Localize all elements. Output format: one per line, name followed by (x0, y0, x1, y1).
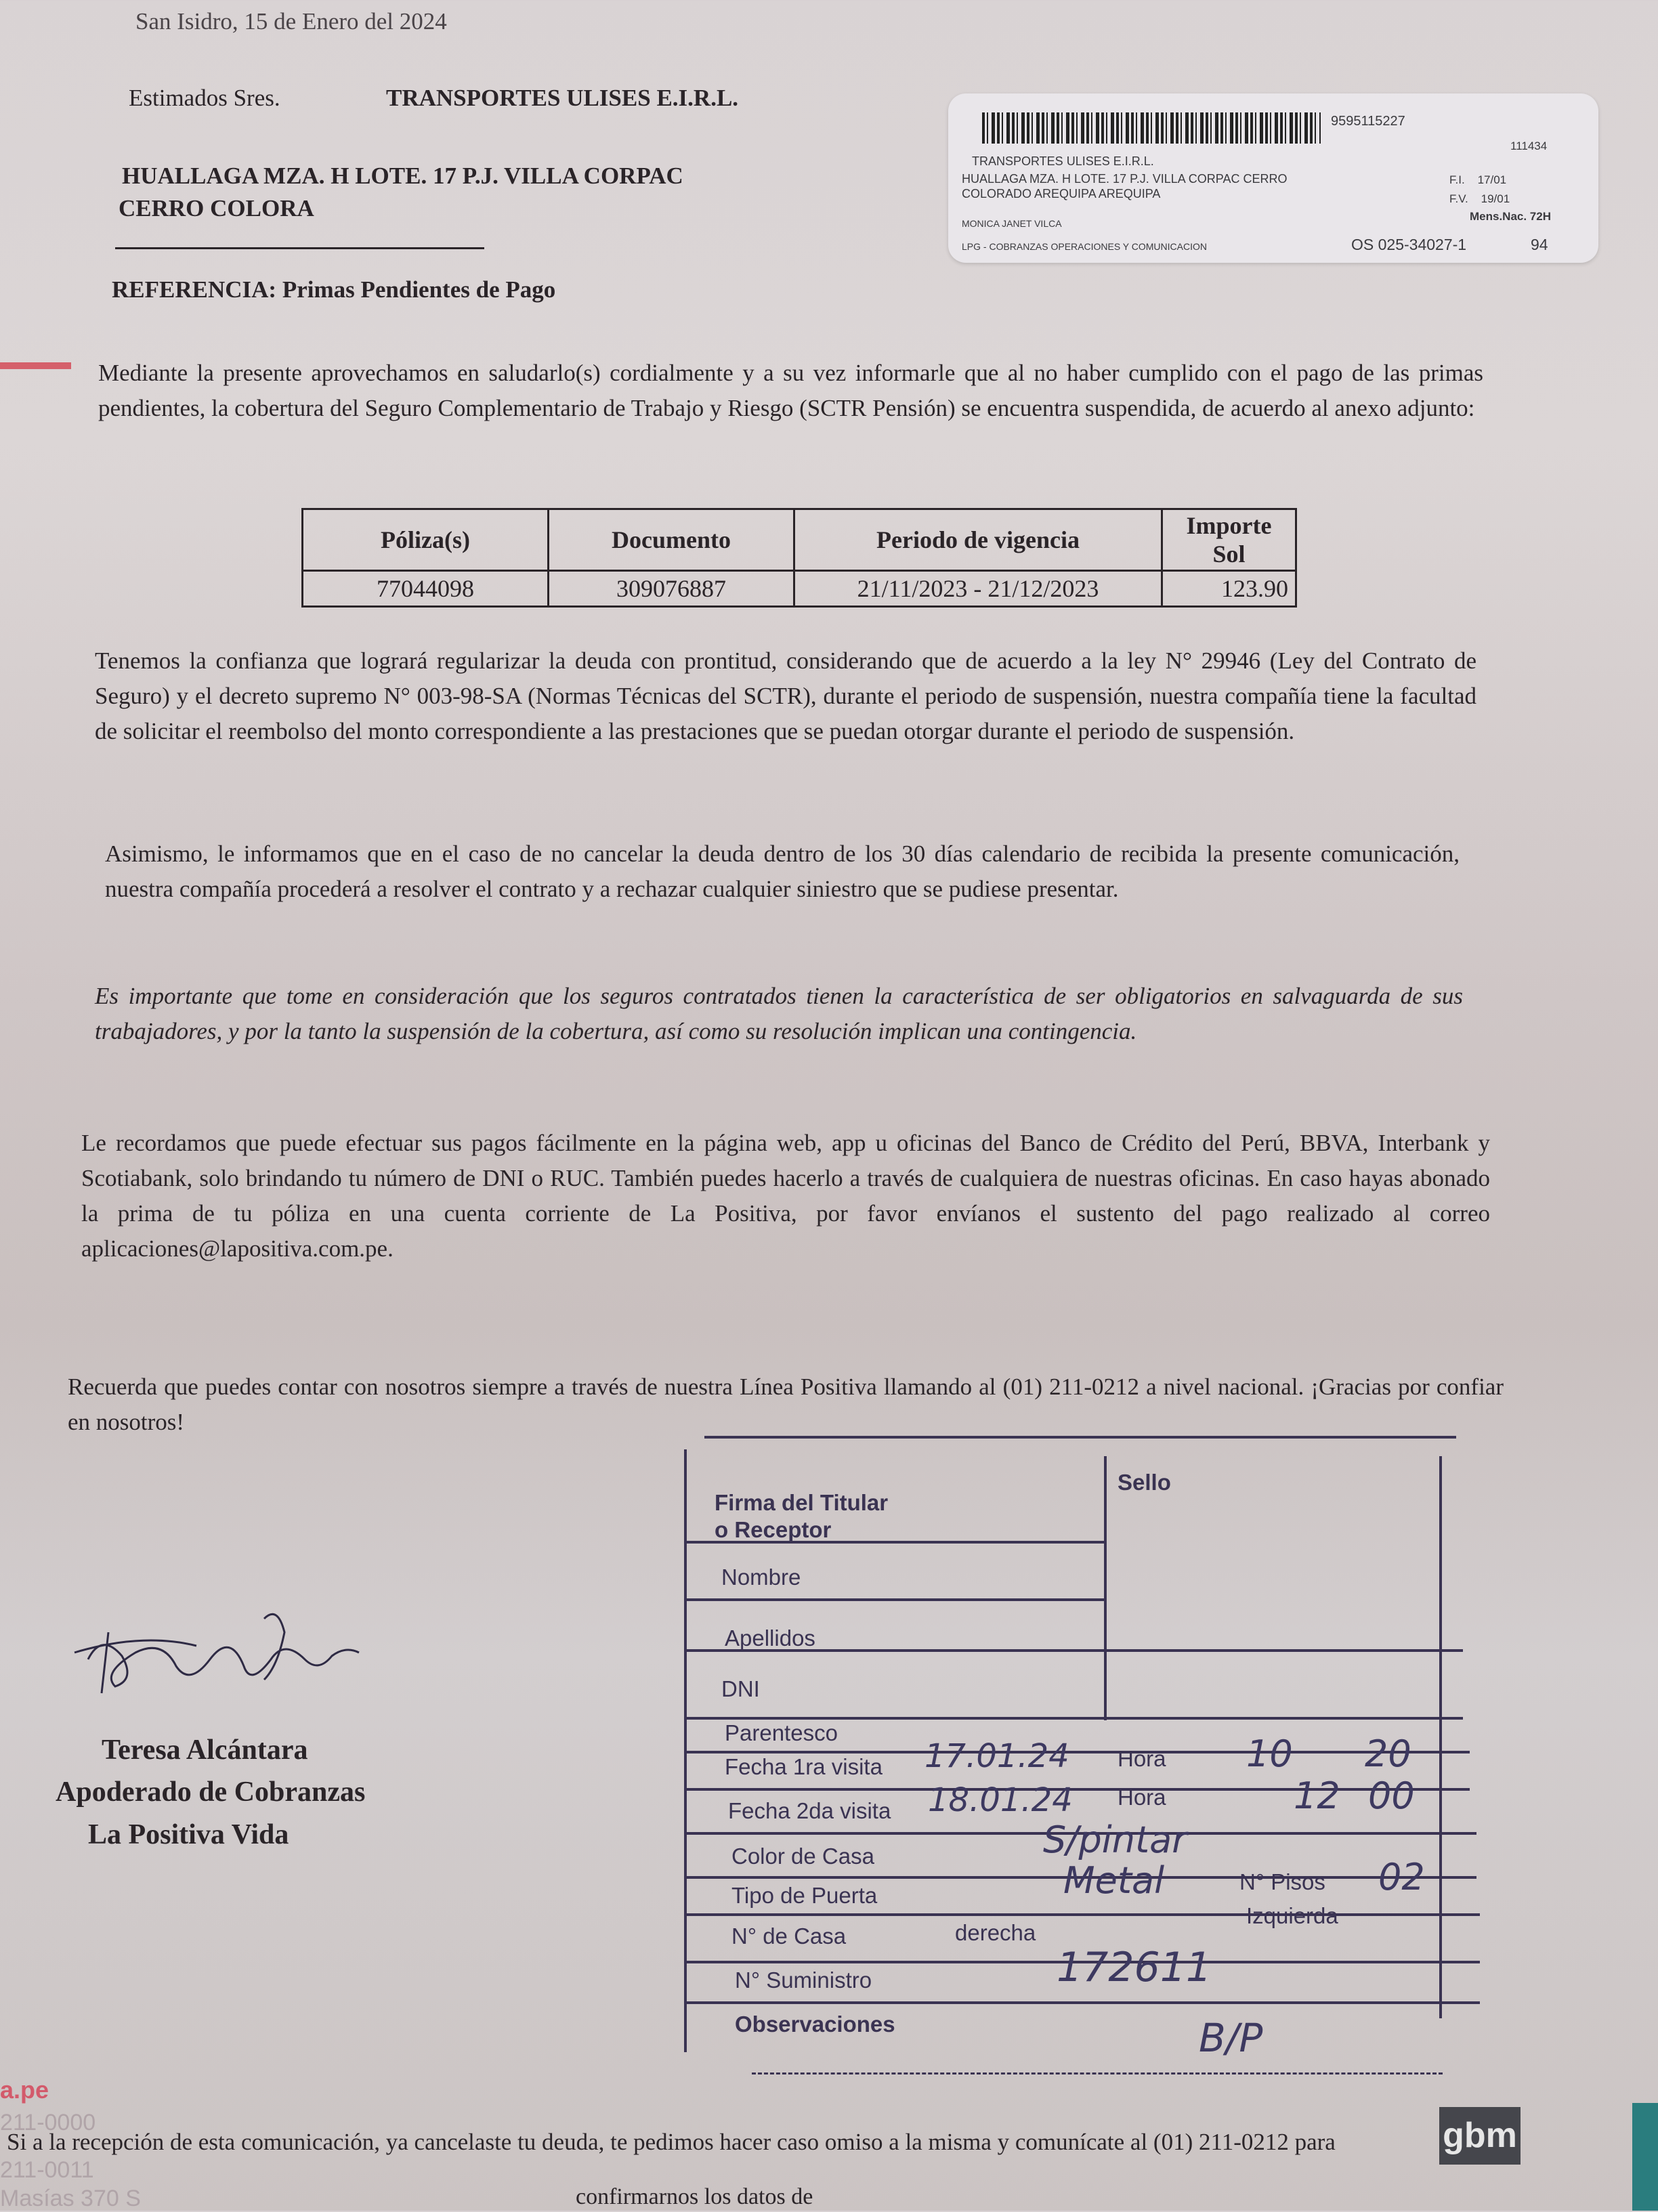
stamp-top-border (704, 1436, 1456, 1439)
label-fv: F.V. 19/01 (1449, 192, 1510, 205)
stamp-receptor: o Receptor (715, 1517, 832, 1542)
hand-hora2-m: 00 (1368, 1774, 1415, 1817)
stamp-sello: Sello (1118, 1470, 1171, 1495)
hand-color: S/pintar (1043, 1818, 1187, 1861)
stamp-dni: DNI (721, 1676, 760, 1701)
stamp-casa: N° de Casa (731, 1923, 847, 1949)
company-name: TRANSPORTES ULISES E.I.R.L. (386, 85, 739, 111)
reference-line (112, 276, 555, 303)
barcode (982, 112, 1321, 144)
cell-documento: 309076887 (549, 571, 794, 607)
stamp-fecha2: Fecha 2da visita (728, 1798, 891, 1823)
red-mark (0, 362, 71, 369)
label-service: Mens.Nac. 72H (1470, 210, 1551, 223)
hand-hora1-h: 10 (1246, 1732, 1293, 1775)
stamp-observaciones: Observaciones (735, 2012, 895, 2037)
gbm-logo: gbm (1439, 2107, 1521, 2165)
signer-role: Apoderado de Cobranzas (56, 1777, 366, 1808)
table-header-row (303, 509, 1296, 571)
stamp-color: Color de Casa (731, 1844, 874, 1869)
cell-poliza: 77044098 (303, 571, 549, 607)
cell-periodo: 21/11/2023 - 21/12/2023 (794, 571, 1162, 607)
stamp-firma: Firma del Titular (715, 1490, 889, 1515)
paragraph-intro: Mediante la presente aprovechamos en saludarlo(s) cordialmente y a su vez informarle que al no haber cumplido con el pago de las primas pendientes, la cobertura del Seguro Complementario de Trabajo y Riesgo (SCTR Pensión) se encuentra suspendida, de acuerdo al anexo adjunto: (98, 360, 1483, 421)
stamp-apellidos: Apellidos (725, 1625, 815, 1651)
label-person: MONICA JANET VILCA (962, 218, 1062, 229)
signer-name: Teresa Alcántara (102, 1735, 308, 1766)
stamp-izquierda: Izquierda (1246, 1903, 1338, 1928)
stamp-puerta: Tipo de Puerta (731, 1883, 878, 1908)
footer (0, 2076, 1658, 2211)
hand-hora2-h: 12 (1294, 1774, 1340, 1817)
hand-fecha1: 17.01.24 (924, 1737, 1069, 1775)
stamp-sello-divider (1104, 1456, 1107, 1720)
paragraph-trust: Tenemos la confianza que logrará regularizar la deuda con prontitud, considerando que de acuerdo a la ley N° 29946 (Ley del Contrato de Seguro) y el decreto supremo N° 003-98-SA (Normas Técnicas del SCTR), durante el periodo de suspensión, nuestra compañía tiene la facultad de solicitar el reembolso del monto correspondiente a las prestaciones que se puedan otorgar durante el periodo de suspensión. (95, 647, 1476, 744)
teal-corner (1632, 2103, 1658, 2211)
label-fi: F.I. 17/01 (1449, 173, 1507, 186)
hand-observaciones: B/P (1199, 2015, 1263, 2061)
label-dept: LPG - COBRANZAS OPERACIONES Y COMUNICACION (962, 241, 1207, 252)
reference-label: REFERENCIA: (112, 276, 277, 303)
header-periodo: Periodo de vigencia (794, 509, 1162, 571)
paragraph-contact: Recuerda que puedes contar con nosotros siempre a través de nuestra Línea Positiva llamando al (01) 211-0212 a nivel nacional. ¡Gracias por confiar en nosotros! (68, 1374, 1504, 1435)
stamp-hora2: Hora (1118, 1785, 1166, 1810)
stamp-suministro: N° Suministro (735, 1968, 872, 1993)
footer-address: Masías 370 S (0, 2186, 141, 2211)
footer-text-2: confirmarnos los datos de (576, 2184, 813, 2209)
label-os: OS 025-34027-1 (1351, 236, 1467, 253)
cell-importe: 123.90 (1162, 571, 1296, 607)
label-code: 111434 (1510, 140, 1548, 152)
stamp-parentesco: Parentesco (725, 1720, 838, 1745)
stamp-fecha1: Fecha 1ra visita (725, 1754, 883, 1779)
stamp-nombre: Nombre (721, 1565, 801, 1590)
stamp-hora1: Hora (1118, 1746, 1166, 1771)
hand-pisos: 02 (1378, 1856, 1425, 1898)
salutation: Estimados Sres. (129, 85, 280, 111)
paragraph-warning: Asimismo, le informamos que en el caso de no cancelar la deuda dentro de los 30 días calendario de recibida la presente comunicación, nuestra compañía procederá a resolver el contrato y a rechazar cualquier siniestro que se pudiese presentar. (105, 841, 1460, 902)
address-line-1: HUALLAGA MZA. H LOTE. 17 P.J. VILLA CORPAC (122, 163, 683, 189)
hand-hora1-m: 20 (1365, 1732, 1411, 1775)
stamp-pisos: N° Pisos (1239, 1869, 1325, 1894)
hand-fecha2: 18.01.24 (928, 1781, 1073, 1819)
footer-phone-1: 211-0000 (0, 2110, 96, 2135)
stamp-derecha: derecha (955, 1920, 1036, 1945)
hand-puerta: Metal (1063, 1859, 1165, 1902)
label-addr1: HUALLAGA MZA. H LOTE. 17 P.J. VILLA CORPAC CERRO (962, 172, 1288, 186)
footer-text: Si a la recepción de esta comunicación, ya cancelaste tu deuda, te pedimos hacer caso omiso a la misma y comunícate al (01) 211-0212 para (7, 2129, 1336, 2155)
delivery-stamp (684, 1429, 1487, 2079)
hand-suministro: 172611 (1057, 1944, 1212, 1991)
policy-table (301, 508, 1297, 608)
label-name: TRANSPORTES ULISES E.I.R.L. (972, 154, 1154, 168)
header-poliza: Póliza(s) (303, 509, 549, 571)
address-line-2: CERRO COLORA (119, 195, 314, 221)
address-underline (115, 247, 484, 249)
shipping-label (948, 93, 1598, 263)
label-addr2: COLORADO AREQUIPA AREQUIPA (962, 187, 1161, 200)
reference-text: Primas Pendientes de Pago (282, 276, 556, 303)
footer-web: a.pe (0, 2076, 49, 2104)
signer-org: La Positiva Vida (88, 1819, 289, 1850)
paragraph-importance: Es importante que tome en consideración que los seguros contratados tienen la característica de ser obligatorios en salvaguarda de sus trabajadores, y por la tanto la suspensión de la cobertura, así como su resolución implican una contingencia. (95, 983, 1463, 1044)
paragraph-payment: Le recordamos que puede efectuar sus pagos fácilmente en la página web, app u oficinas del Banco de Crédito del Perú, BBVA, Interbank y Scotiabank, solo brindando tu número de DNI o RUC. También puedes hacerlo a través de cualquiera de nuestras oficinas. En caso hayas abonado la prima de tu póliza en una cuenta corriente de La Positiva, por favor envíanos el sustento del pago realizado al correo aplicaciones@lapositiva.com.pe. (81, 1130, 1490, 1262)
stamp-right-border (1439, 1456, 1442, 2018)
footer-phone-2: 211-0011 (0, 2157, 94, 2183)
date-line: San Isidro, 15 de Enero del 2024 (135, 8, 447, 35)
table-row (303, 571, 1296, 607)
barcode-number: 9595115227 (1331, 114, 1405, 129)
label-os-num: 94 (1531, 236, 1548, 253)
header-documento: Documento (549, 509, 794, 571)
signature-drawing (61, 1592, 366, 1714)
header-importe: Importe Sol (1162, 509, 1296, 571)
